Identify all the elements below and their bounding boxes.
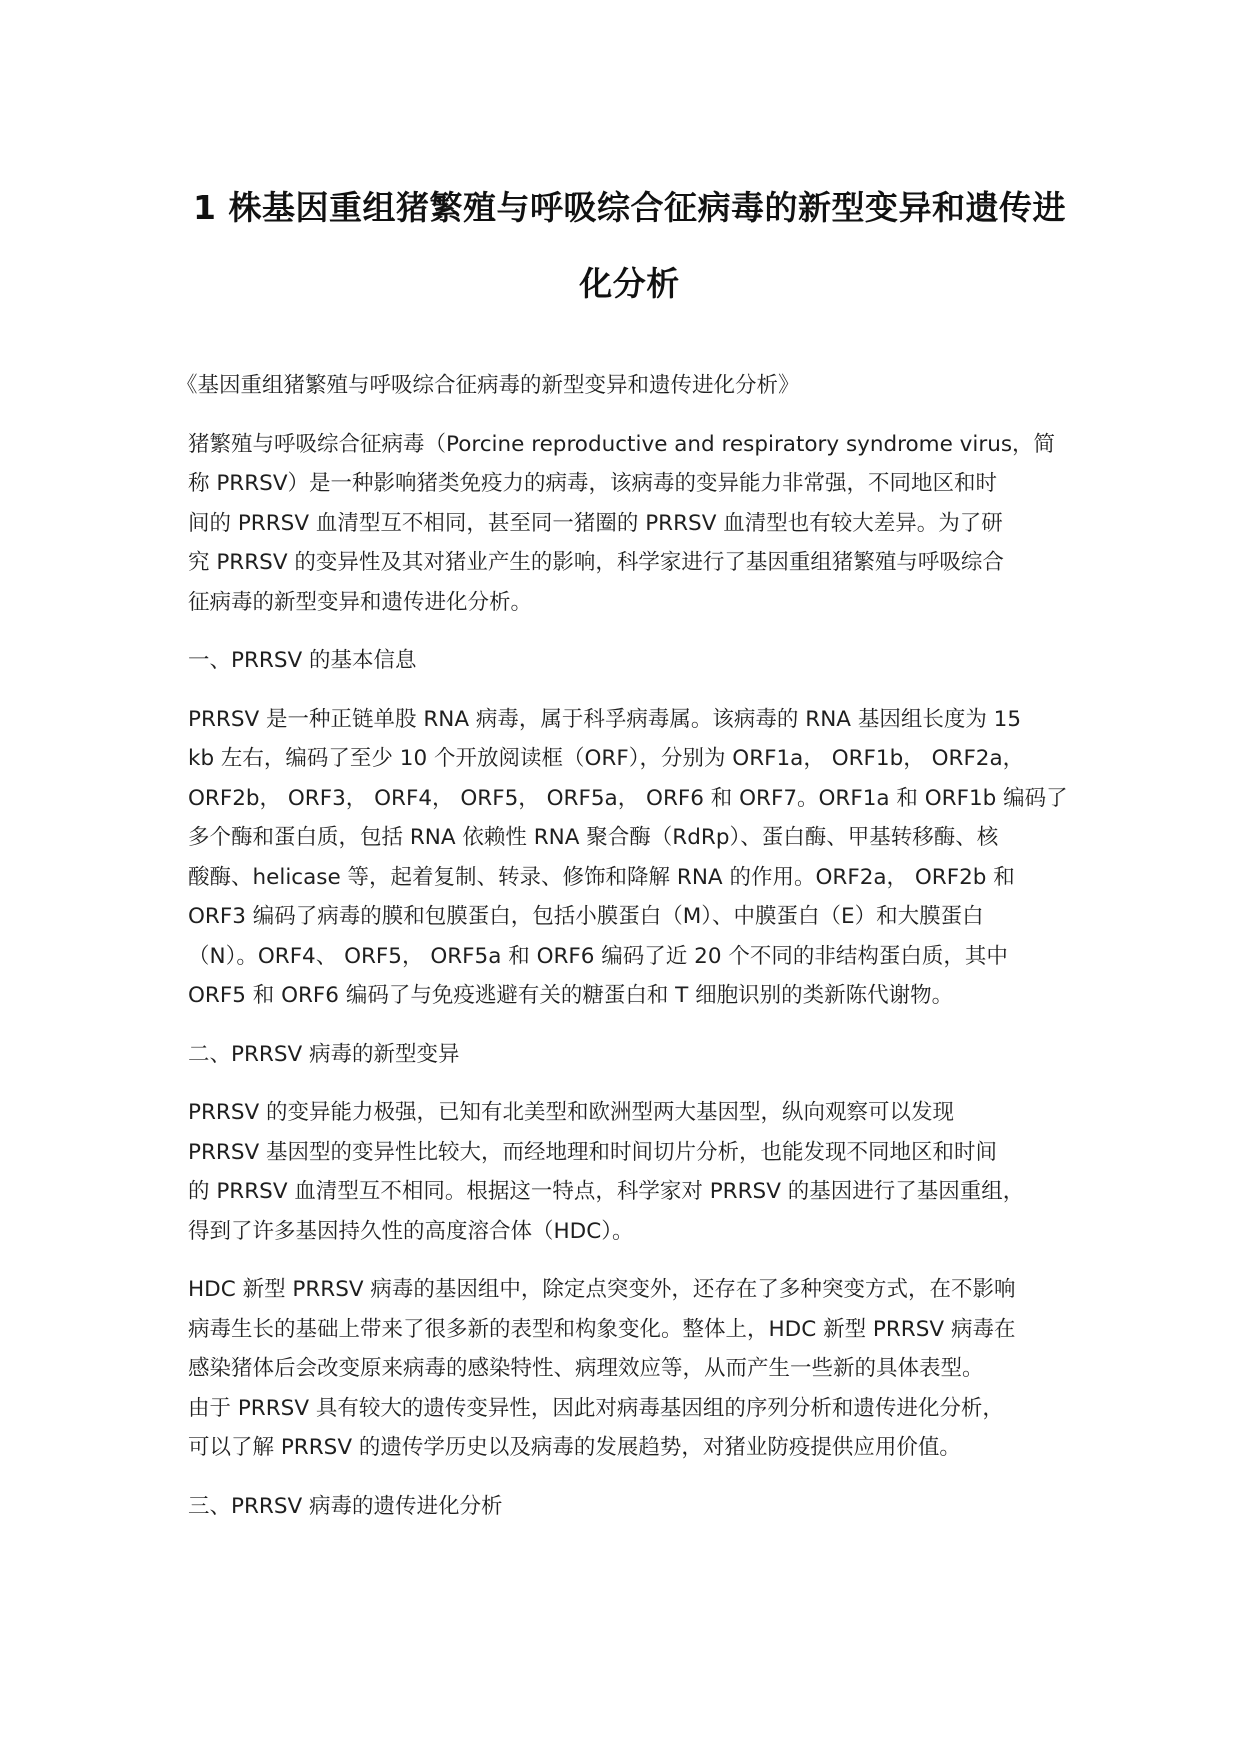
text-line: 酸酶、helicase 等，起着复制、转录、修饰和降解 RNA 的作用。ORF2a， ORF2b 和: [188, 864, 1015, 890]
text-line: 猪繁殖与呼吸综合征病毒（Porcine reproductive and respiratory syndrome virus，简: [188, 431, 1056, 457]
text-line: 病毒生长的基础上带来了很多新的表型和构象变化。整体上，HDC 新型 PRRSV 病毒在: [188, 1316, 1016, 1342]
text-line: HDC 新型 PRRSV 病毒的基因组中，除定点突变外，还存在了多种突变方式，在不影响: [188, 1277, 1016, 1302]
text-line: 多个酶和蛋白质，包括 RNA 依赖性 RNA 聚合酶（RdRp）、蛋白酶、甲基转移酶、核: [188, 825, 999, 850]
text-line: 可以了解 PRRSV 的遗传学历史以及病毒的发展趋势，对猪业防疫提供应用价值。: [188, 1435, 961, 1460]
text-line: 征病毒的新型变异和遗传进化分析。: [188, 589, 533, 615]
text-line: 得到了许多基因持久性的高度溶合体（HDC）。: [188, 1218, 634, 1244]
text-line: kb 左右，编码了至少 10 个开放阅读框（ORF），分别为 ORF1a， ORF1b， ORF2a，: [188, 746, 1025, 771]
text-line: 究 PRRSV 的变异性及其对猪业产生的影响，科学家进行了基因重组猪繁殖与呼吸综合: [188, 550, 1004, 575]
text-line: ORF2b， ORF3， ORF4， ORF5， ORF5a， ORF6 和 ORF7。ORF1a 和 ORF1b 编码了: [188, 785, 1068, 811]
text-line: PRRSV 基因型的变异性比较大，而经地理和时间切片分析，也能发现不同地区和时间: [188, 1139, 998, 1165]
section-1-paragraph: [188, 700, 1071, 1016]
text-line: ORF3 编码了病毒的膜和包膜蛋白，包括小膜蛋白（M）、中膜蛋白（E）和大膜蛋白: [188, 904, 984, 929]
text-line: 间的 PRRSV 血清型互不相同，甚至同一猪圈的 PRRSV 血清型也有较大差异。为了研: [188, 510, 1003, 536]
text-line: 的 PRRSV 血清型互不相同。根据这一特点，科学家对 PRRSV 的基因进行了基因重组，: [188, 1179, 1025, 1204]
text-line: 感染猪体后会改变原来病毒的感染特性、病理效应等，从而产生一些新的具体表型。: [188, 1356, 984, 1381]
section-2-paragraph-1: [188, 1093, 1071, 1251]
text-line: PRRSV 是一种正链单股 RNA 病毒，属于科孚病毒属。该病毒的 RNA 基因组长度为 15: [188, 706, 1022, 732]
section-2-paragraph-2: [188, 1270, 1071, 1468]
title-line-2: 化分析: [579, 264, 680, 303]
text-line: PRRSV 的变异能力极强，已知有北美型和欧洲型两大基因型，纵向观察可以发现: [188, 1100, 955, 1125]
text-line: 由于 PRRSV 具有较大的遗传变异性，因此对病毒基因组的序列分析和遗传进化分析，: [188, 1395, 1004, 1421]
title-line-1: 1 株基因重组猪繁殖与呼吸综合征病毒的新型变异和遗传进: [193, 188, 1066, 227]
text-line: ORF5 和 ORF6 编码了与免疫逃避有关的糖蛋白和 T 细胞识别的类新陈代谢物。: [188, 983, 954, 1008]
section-2-heading: 二、PRRSV 病毒的新型变异: [188, 1041, 460, 1067]
text-line: （N）。ORF4、 ORF5， ORF5a 和 ORF6 编码了近 20 个不同的非结构蛋白质，其中: [188, 943, 1008, 969]
text-line: 称 PRRSV）是一种影响猪类免疫力的病毒，该病毒的变异能力非常强，不同地区和时: [188, 471, 998, 496]
section-3-heading: 三、PRRSV 病毒的遗传进化分析: [188, 1493, 503, 1519]
document-title: [188, 170, 1071, 322]
intro-paragraph: [188, 425, 1071, 623]
document-subtitle: 《基因重组猪繁殖与呼吸综合征病毒的新型变异和遗传进化分析》: [176, 373, 800, 398]
document-body: [176, 366, 1071, 1526]
section-1-heading: 一、PRRSV 的基本信息: [188, 648, 417, 673]
